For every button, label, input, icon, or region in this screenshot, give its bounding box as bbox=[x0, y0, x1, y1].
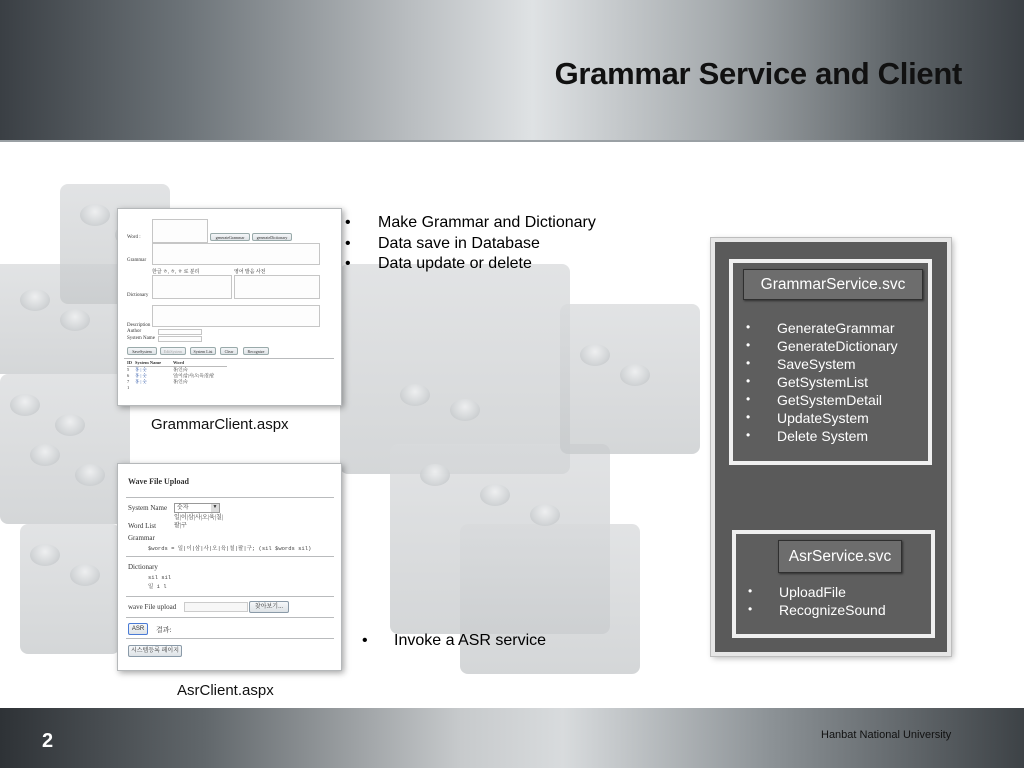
footer-university: Hanbat National University bbox=[821, 729, 952, 741]
list-item bbox=[362, 632, 546, 650]
method-name: GenerateDictionary bbox=[777, 338, 898, 354]
system-table bbox=[127, 360, 227, 391]
method-name: UploadFile bbox=[779, 584, 846, 600]
list-item bbox=[744, 356, 898, 374]
method-name: SaveSystem bbox=[777, 356, 856, 372]
dictionary-value: sil sil bbox=[148, 574, 172, 581]
bullet-icon: • bbox=[746, 356, 751, 370]
system-name-value: 숫자 bbox=[177, 505, 189, 511]
edit-system-button[interactable]: EditSystem bbox=[160, 347, 186, 355]
dictionary-textarea-left[interactable] bbox=[152, 275, 232, 299]
grammar-hint: 한글 ㅎ, ㅎ, ㅎ 로 분리 bbox=[152, 270, 200, 275]
table-cell: 1 bbox=[127, 385, 130, 390]
bullet-icon: • bbox=[345, 214, 351, 231]
slide-title: Grammar Service and Client bbox=[554, 56, 962, 91]
table-cell: 홍 | 숫 bbox=[135, 367, 147, 372]
page-number: 2 bbox=[42, 730, 54, 752]
table-header: ID bbox=[127, 360, 133, 365]
method-name: Delete System bbox=[777, 428, 869, 444]
table-cell: 6 bbox=[127, 373, 130, 378]
list-item bbox=[744, 392, 898, 410]
asr-client-screenshot bbox=[117, 463, 342, 671]
generate-dictionary-button[interactable]: generateDictionary bbox=[252, 233, 292, 241]
grammar-client-caption: GrammarClient.aspx bbox=[151, 416, 289, 433]
divider bbox=[126, 617, 334, 618]
method-name: RecognizeSound bbox=[779, 602, 886, 618]
asr-service-methods bbox=[746, 584, 886, 620]
table-cell: 홍 | 숫 bbox=[135, 373, 147, 378]
list-item bbox=[744, 428, 898, 446]
bullet-icon: • bbox=[746, 338, 751, 352]
table-row[interactable] bbox=[127, 385, 227, 391]
bullet-icon: • bbox=[345, 234, 351, 252]
author-label: Author bbox=[127, 329, 142, 334]
chevron-down-icon: ▼ bbox=[212, 505, 218, 510]
divider bbox=[126, 497, 334, 498]
system-name-label: System Name bbox=[127, 336, 155, 341]
table-cell: 홍|인|숙 bbox=[173, 367, 188, 372]
browse-button[interactable]: 찾아보기... bbox=[249, 601, 289, 613]
table-row[interactable] bbox=[127, 379, 227, 385]
slide-header bbox=[0, 0, 1024, 142]
word-label: Word : bbox=[127, 235, 141, 240]
wave-upload-label: wave File upload bbox=[128, 603, 177, 611]
feature-bullet-list bbox=[345, 214, 596, 276]
list-item bbox=[744, 374, 898, 392]
asr-client-caption: AsrClient.aspx bbox=[177, 682, 274, 699]
word-list-item: 팔|구 bbox=[174, 523, 187, 529]
table-cell: 7 bbox=[127, 379, 130, 384]
author-input[interactable] bbox=[158, 329, 202, 335]
bullet-icon: • bbox=[362, 632, 368, 649]
table-cell: 홍|인|숙 bbox=[173, 379, 188, 384]
grammar-service-box bbox=[729, 259, 932, 465]
system-name-input[interactable] bbox=[158, 336, 202, 342]
file-path-input[interactable] bbox=[184, 602, 248, 612]
description-textarea[interactable] bbox=[152, 305, 320, 327]
list-item bbox=[744, 320, 898, 338]
word-list-item: 일|이|삼|사|오|육|칠| bbox=[174, 515, 223, 521]
grammar-value: $words = 일|이|삼|사|오|육|칠|팔|구; (sil $words sil) bbox=[148, 545, 312, 552]
method-name: UpdateSystem bbox=[777, 410, 869, 426]
bullet-icon: • bbox=[345, 255, 351, 272]
word-list-box[interactable] bbox=[174, 514, 250, 532]
table-cell: 홍 | 숫 bbox=[135, 379, 147, 384]
bullet-icon: • bbox=[748, 602, 753, 616]
asr-service-box bbox=[732, 530, 935, 638]
bullet-icon: • bbox=[746, 392, 751, 406]
bullet-icon: • bbox=[746, 320, 751, 334]
asr-bullet-list bbox=[362, 632, 546, 650]
wave-upload-title: Wave File Upload bbox=[128, 477, 189, 486]
generate-grammar-button[interactable]: generateGrammar bbox=[210, 233, 250, 241]
list-item bbox=[746, 584, 886, 602]
table-cell: 일|이|삼|사|오|육|칠|팔 bbox=[173, 373, 215, 378]
recognize-button[interactable]: Recognize bbox=[243, 347, 269, 355]
result-label: 결과: bbox=[156, 626, 172, 634]
word-input[interactable] bbox=[152, 219, 208, 243]
dictionary-label: Dictionary bbox=[127, 293, 149, 298]
asr-button[interactable]: ASR bbox=[128, 623, 148, 635]
service-panel bbox=[711, 238, 951, 656]
clear-button[interactable]: Clear bbox=[220, 347, 238, 355]
table-header-row bbox=[127, 360, 227, 367]
list-item bbox=[345, 255, 596, 276]
table-header: Word bbox=[173, 360, 185, 365]
grammar-textarea[interactable] bbox=[152, 243, 320, 265]
system-register-button[interactable]: 시스템등록 페이지 bbox=[128, 645, 182, 657]
list-item bbox=[345, 235, 596, 256]
dictionary-hint: 영어 발음 사전 bbox=[234, 270, 266, 275]
dictionary-textarea-right[interactable] bbox=[234, 275, 320, 299]
grammar-client-screenshot bbox=[117, 208, 342, 406]
dictionary-label: Dictionary bbox=[128, 563, 158, 571]
word-list-label: Word List bbox=[128, 522, 157, 530]
table-header: System Name bbox=[135, 360, 162, 365]
list-item-text: Invoke a ASR service bbox=[394, 632, 547, 649]
table-cell: 5 bbox=[127, 367, 130, 372]
list-item bbox=[744, 338, 898, 356]
grammar-service-methods bbox=[744, 320, 898, 446]
system-list-button[interactable]: System List bbox=[190, 347, 216, 355]
grammar-label: Grammar bbox=[127, 258, 147, 263]
divider bbox=[126, 556, 334, 557]
divider bbox=[124, 358, 334, 359]
divider bbox=[126, 596, 334, 597]
asr-service-title: AsrService.svc bbox=[778, 540, 902, 573]
bullet-icon: • bbox=[746, 410, 751, 424]
list-item-text: Data save in Database bbox=[378, 234, 540, 252]
list-item bbox=[345, 214, 596, 235]
dictionary-value: 일 i l bbox=[148, 583, 167, 590]
method-name: GenerateGrammar bbox=[777, 320, 895, 336]
grammar-service-title: GrammarService.svc bbox=[743, 269, 923, 300]
system-name-label: System Name bbox=[128, 504, 168, 512]
method-name: GetSystemList bbox=[777, 374, 869, 390]
bullet-icon: • bbox=[746, 428, 751, 442]
save-system-button[interactable]: SaveSystem bbox=[127, 347, 157, 355]
bullet-icon: • bbox=[746, 374, 751, 388]
list-item-text: Make Grammar and Dictionary bbox=[378, 214, 596, 231]
list-item bbox=[746, 602, 886, 620]
list-item-text: Data update or delete bbox=[378, 255, 532, 272]
list-item bbox=[744, 410, 898, 428]
system-name-select[interactable] bbox=[174, 503, 220, 513]
bullet-icon: • bbox=[748, 584, 753, 598]
method-name: GetSystemDetail bbox=[777, 392, 883, 408]
divider bbox=[126, 638, 334, 639]
description-label: Description bbox=[127, 323, 151, 328]
grammar-label: Grammar bbox=[128, 534, 155, 542]
